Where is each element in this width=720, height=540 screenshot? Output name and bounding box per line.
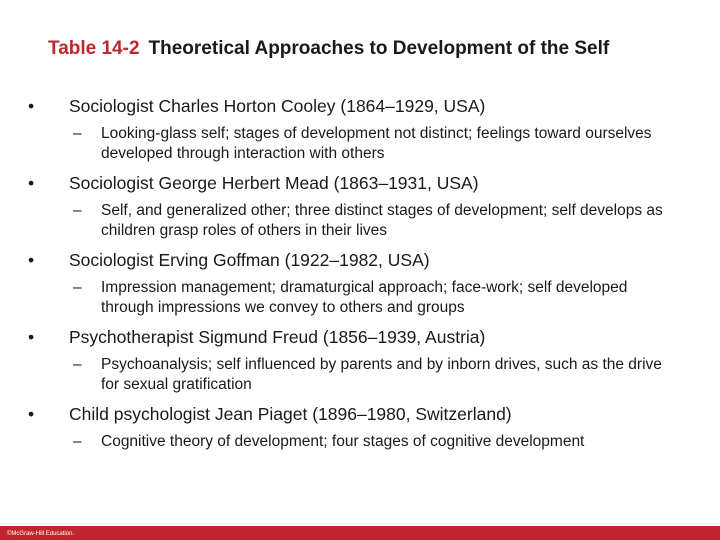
detail-text: Psychoanalysis; self influenced by parents and by inborn drives, such as the drive for sexual gratification bbox=[101, 356, 662, 393]
bullet-heading bbox=[28, 403, 698, 425]
heading-text: Psychotherapist Sigmund Freud (1856–1939, Austria) bbox=[69, 327, 486, 347]
dash-icon: – bbox=[73, 279, 82, 296]
list-item bbox=[28, 403, 698, 452]
heading-text: Sociologist Charles Horton Cooley (1864–1929, USA) bbox=[69, 96, 486, 116]
bullet-icon: • bbox=[28, 404, 35, 424]
list-item bbox=[28, 95, 698, 164]
bullet-icon: • bbox=[28, 173, 35, 193]
title-text: Theoretical Approaches to Development of the Self bbox=[148, 38, 610, 59]
list-item bbox=[28, 172, 698, 241]
sub-bullet bbox=[28, 278, 681, 318]
table-number: Table 14-2 bbox=[48, 38, 140, 59]
bullet-heading bbox=[28, 326, 698, 348]
list-item bbox=[28, 326, 698, 395]
detail-text: Cognitive theory of development; four stages of cognitive development bbox=[101, 433, 585, 450]
detail-text: Looking-glass self; stages of development not distinct; feelings toward ourselves developed through interaction with others bbox=[101, 125, 652, 162]
bullet-list bbox=[28, 95, 698, 460]
bullet-heading bbox=[28, 95, 698, 117]
copyright-notice: ©McGraw-Hill Education. bbox=[4, 529, 77, 539]
detail-text: Self, and generalized other; three distinct stages of development; self develops as children grasp roles of others in their lives bbox=[101, 202, 663, 239]
dash-icon: – bbox=[73, 202, 82, 219]
sub-bullet bbox=[28, 124, 681, 164]
sub-bullet bbox=[28, 201, 681, 241]
dash-icon: – bbox=[73, 356, 82, 373]
heading-text: Child psychologist Jean Piaget (1896–1980, Switzerland) bbox=[69, 404, 512, 424]
bullet-heading bbox=[28, 249, 698, 271]
heading-text: Sociologist Erving Goffman (1922–1982, USA) bbox=[69, 250, 430, 270]
sub-bullet bbox=[28, 432, 681, 452]
bullet-heading bbox=[28, 172, 698, 194]
heading-text: Sociologist George Herbert Mead (1863–1931, USA) bbox=[69, 173, 479, 193]
bullet-icon: • bbox=[28, 96, 35, 116]
bullet-icon: • bbox=[28, 327, 35, 347]
list-item bbox=[28, 249, 698, 318]
dash-icon: – bbox=[73, 125, 82, 142]
bullet-icon: • bbox=[28, 250, 35, 270]
footer-bar bbox=[0, 526, 720, 540]
sub-bullet bbox=[28, 355, 681, 395]
detail-text: Impression management; dramaturgical approach; face-work; self developed through impressions we convey to others and groups bbox=[101, 279, 628, 316]
dash-icon: – bbox=[73, 433, 82, 450]
slide-title bbox=[48, 38, 708, 60]
